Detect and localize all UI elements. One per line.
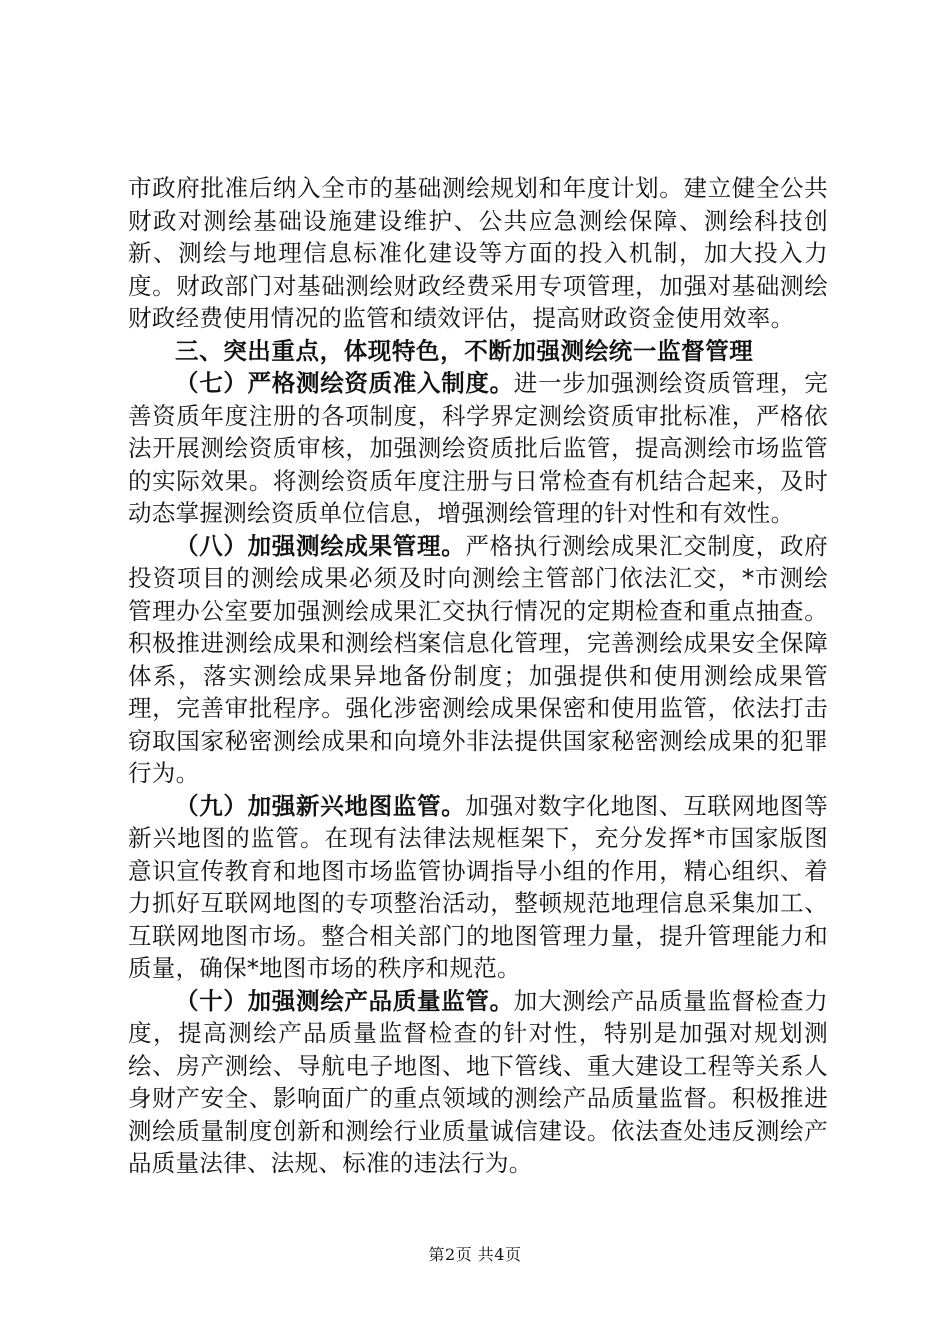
intro-paragraph: 市政府批准后纳入全市的基础测绘规划和年度计划。建立健全公共财政对测绘基础设施建设维护、公共应急测绘保障、测绘科技创新、测绘与地理信息标准化建设等方面的投入机制，加大投入力度。财政部门对基础测绘财政经费采用专项管理，加强对基础测绘财政经费使用情况的监管和绩效评估，提高财政资金使用效率。 [128, 174, 828, 332]
paragraph-text: 加大测绘产品质量监督检查力度，提高测绘产品质量监督检查的针对性，特别是加强对规划测绘、房产测绘、导航电子地图、地下管线、重大建设工程等关系人身财产安全、影响面广的重点领域的测绘产品质量监督。积极推进测绘质量制度创新和测绘行业质量诚信建设。依法查处违反测绘产品质量法律、法规、标准的违法行为。 [128, 986, 828, 1177]
paragraph-text: 严格执行测绘成果汇交制度，政府投资项目的测绘成果必须及时向测绘主管部门依法汇交，*市测绘管理办公室要加强测绘成果汇交执行情况的定期检查和重点抽查。积极推进测绘成果和测绘档案信息化管理，完善测绘成果安全保障体系，落实测绘成果异地备份制度；加强提供和使用测绘成果管理，完善审批程序。强化涉密测绘成果保密和使用监管，依法打击窃取国家秘密测绘成果和向境外非法提供国家秘密测绘成果的犯罪行为。 [128, 531, 829, 787]
paragraph-lead: （八）加强测绘成果管理。 [175, 531, 466, 560]
paragraph-map-supervision [128, 790, 828, 985]
paragraph-text: 进一步加强测绘资质管理，完善资质年度注册的各项制度，科学界定测绘资质审批标准，严格依法开展测绘资质审核，加强测绘资质批后监管，提高测绘市场监管的实际效果。将测绘资质年度注册与日常检查有机结合起来，及时动态掌握测绘资质单位信息，增强测绘管理的针对性和有效性。 [128, 369, 828, 527]
paragraph-results-management [128, 530, 828, 790]
document-body [128, 172, 828, 1180]
paragraph-lead: （十）加强测绘产品质量监管。 [175, 986, 514, 1015]
paragraph-lead: （七）严格测绘资质准入制度。 [175, 369, 514, 397]
paragraph-text: 加强对数字化地图、互联网地图等新兴地图的监管。在现有法律法规框架下，充分发挥*市国家版图意识宣传教育和地图市场监管协调指导小组的作用，精心组织、着力抓好互联网地图的专项整治活动，整顿规范地理信息采集加工、互联网地图市场。整合相关部门的地图管理力量，提升管理能力和质量，确保*地图市场的秩序和规范。 [128, 791, 829, 982]
section-heading: 三、突出重点，体现特色，不断加强测绘统一监督管理 [175, 336, 754, 365]
paragraph-quality-supervision [128, 985, 828, 1180]
paragraph-lead: （九）加强新兴地图监管。 [175, 791, 466, 820]
paragraph-qualification [128, 367, 828, 530]
page-footer: 第2页 共4页 [428, 1245, 522, 1264]
